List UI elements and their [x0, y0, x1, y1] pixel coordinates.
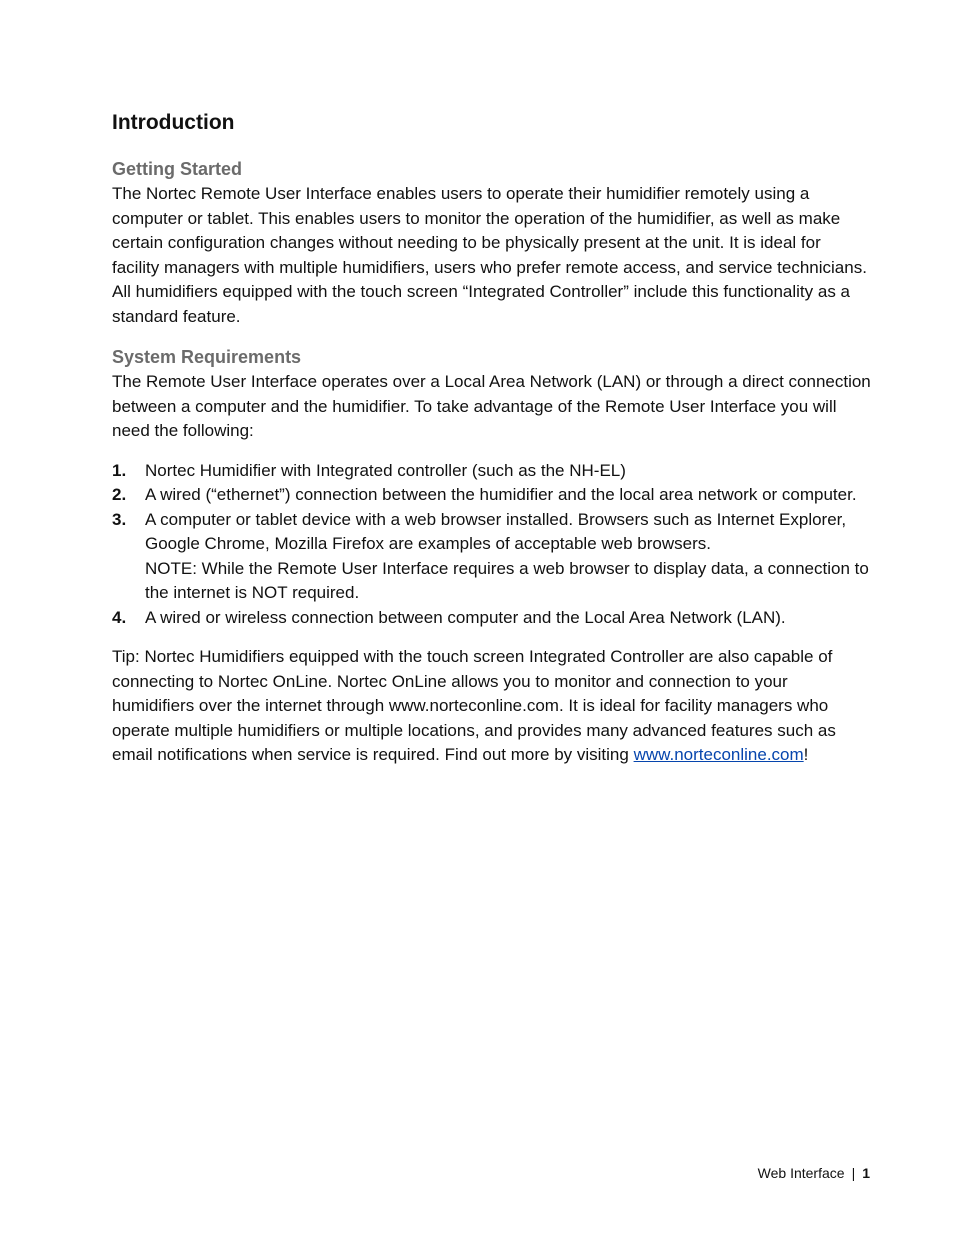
section-body-getting-started: The Nortec Remote User Interface enables users to operate their humidifier remotely using a computer or tablet. This enables users to monitor the operation of the humidifier, as well as make certain configuration changes without needing to be physically present at the unit. It is ideal for facility managers with multiple humidifiers, users who prefer remote access, and service technicians. All humidifiers equipped with the touch screen “Integrated Controller” include this functionality as a standard feature.	[112, 184, 867, 326]
section-body-system-requirements: The Remote User Interface operates over a Local Area Network (LAN) or through a direct connection between a computer and the humidifier. To take advantage of the Remote User Interface you will need the following:	[112, 372, 871, 440]
list-item-number: 3.	[112, 509, 127, 529]
norteconline-link[interactable]: www.norteconline.com	[633, 745, 804, 764]
list-item-body	[145, 508, 872, 606]
list-item	[112, 483, 872, 508]
list-item-text: A wired (“ethernet”) connection between the humidifier and the local area network or computer.	[145, 485, 857, 504]
list-item-text: A computer or tablet device with a web browser installed. Browsers such as Internet Explorer, Google Chrome, Mozilla Firefox are examples of acceptable web browsers.	[145, 509, 847, 553]
tip-label: Tip:	[112, 647, 140, 666]
section-heading-getting-started: Getting Started	[112, 159, 243, 179]
list-item	[112, 508, 872, 606]
section-system-requirements	[112, 346, 872, 444]
page-footer	[758, 1164, 870, 1182]
list-item-number: 2.	[112, 485, 127, 504]
list-item-number: 1.	[112, 460, 127, 480]
list-item-number: 4.	[112, 607, 127, 627]
section-getting-started	[112, 158, 872, 329]
note-label: NOTE:	[145, 558, 197, 578]
note-text: While the Remote User Interface requires a web browser to display data, a connection to the internet is NOT required.	[145, 558, 869, 602]
document-page	[112, 108, 872, 768]
list-item	[112, 606, 872, 631]
footer-separator: |	[851, 1165, 856, 1181]
footer-label: Web Interface	[757, 1165, 845, 1181]
tip-after-link: !	[803, 745, 809, 764]
list-item-text: A wired or wireless connection between computer and the Local Area Network (LAN).	[145, 607, 786, 627]
requirements-list	[112, 459, 872, 631]
page-title: Introduction	[112, 111, 235, 134]
tip-paragraph	[112, 645, 872, 768]
tip-text: Nortec Humidifiers equipped with the touch screen Integrated Controller are also capable of connecting to Nortec OnLine. Nortec OnLine allows you to monitor and connection to your humidifiers over the internet through www.norteconline.com. It is ideal for facility managers who operate multiple humidifiers or multiple locations, and provides many advanced features such as email notifications when service is required. Find out more by visiting	[112, 647, 836, 764]
list-item	[112, 459, 872, 484]
page-number: 1	[862, 1165, 870, 1181]
section-heading-system-requirements: System Requirements	[112, 347, 302, 367]
list-item-text: Nortec Humidifier with Integrated controller (such as the NH-EL)	[145, 460, 626, 480]
